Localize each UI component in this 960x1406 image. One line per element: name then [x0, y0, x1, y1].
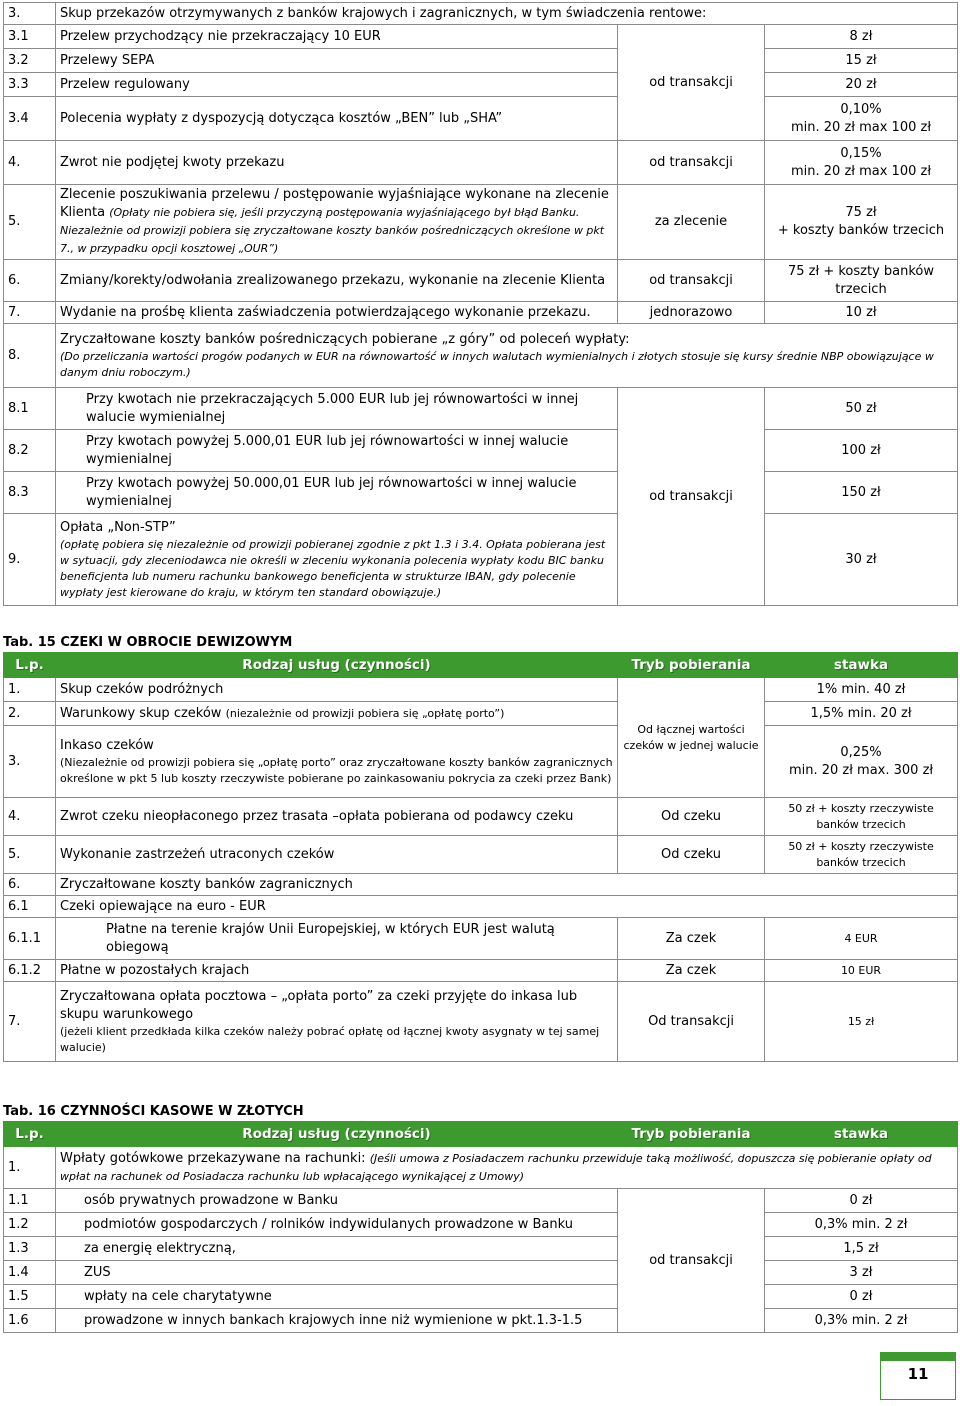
row-number: 1.6 — [4, 1309, 56, 1333]
row-description: Zwrot czeku nieopłaconego przez trasata –opłata pobierana od podawcy czeku — [56, 798, 618, 836]
header-rate: stawka — [765, 1122, 958, 1147]
mode-cell: Od czeku — [618, 836, 765, 874]
table-row — [4, 678, 958, 702]
table-row — [4, 1309, 958, 1333]
header-rate: stawka — [765, 653, 958, 678]
row-description: Przy kwotach powyżej 5.000,01 EUR lub jej równowartości w innej walucie wymienialnej — [56, 430, 618, 472]
table-row — [4, 73, 958, 97]
rate-cell: 150 zł — [765, 472, 958, 514]
table-row — [4, 260, 958, 302]
mode-cell: od transakcji — [618, 141, 765, 185]
row-description: Zryczałtowane koszty banków zagranicznych — [56, 874, 958, 896]
table-row — [4, 302, 958, 324]
table-row — [4, 3, 958, 25]
row-description: Skup czeków podróżnych — [56, 678, 618, 702]
row-description: Przy kwotach powyżej 50.000,01 EUR lub jej równowartości w innej walucie wymienialnej — [56, 472, 618, 514]
mode-cell: Od łącznej wartości czeków w jednej walucie — [618, 678, 765, 798]
rate-cell: 4 EUR — [765, 918, 958, 960]
rate-cell: 0,3% min. 2 zł — [765, 1309, 958, 1333]
row-number: 8. — [4, 324, 56, 388]
mode-cell: Za czek — [618, 918, 765, 960]
table-row — [4, 836, 958, 874]
row-description: Przelewy SEPA — [56, 49, 618, 73]
row-description: Zmiany/korekty/odwołania zrealizowanego przekazu, wykonanie na zlecenie Klienta — [56, 260, 618, 302]
row-description: Czeki opiewające na euro - EUR — [56, 896, 958, 918]
table-row — [4, 918, 958, 960]
row-number: 8.3 — [4, 472, 56, 514]
row-number: 1.3 — [4, 1237, 56, 1261]
rate-cell: 50 zł + koszty rzeczywiste banków trzecich — [765, 836, 958, 874]
rate-cell: 0,25% min. 20 zł max. 300 zł — [765, 726, 958, 798]
page-number-box — [880, 1352, 956, 1400]
row-description: Opłata „Non-STP” (opłatę pobiera się niezależnie od prowizji pobieranej zgodnie z pkt 1.3 i 3.4. Opłata pobierana jest w sytuacji, gdy zleceniodawca nie określi w zleceniu wykonania polecenia wypłaty kodu BIC banku beneficjenta lub numeru rachunku bankowego beneficjenta w strukturze IBAN, gdy polecenie wypłaty jest kierowane do kraju, w którym ten standard obowiązuje.) — [56, 514, 618, 606]
row-number: 5. — [4, 185, 56, 260]
table-row — [4, 141, 958, 185]
row-number: 1.4 — [4, 1261, 56, 1285]
header-lp: L.p. — [4, 653, 56, 678]
rate-cell: 15 zł — [765, 982, 958, 1062]
row-number: 6.1 — [4, 896, 56, 918]
row-number: 1.5 — [4, 1285, 56, 1309]
header-lp: L.p. — [4, 1122, 56, 1147]
row-description: Wydanie na prośbę klienta zaświadczenia potwierdzającego wykonanie przekazu. — [56, 302, 618, 324]
table-row — [4, 874, 958, 896]
mode-cell: Od transakcji — [618, 982, 765, 1062]
rate-cell: 0,3% min. 2 zł — [765, 1213, 958, 1237]
table-row — [4, 472, 958, 514]
row-number: 6.1.1 — [4, 918, 56, 960]
rate-cell: 20 zł — [765, 73, 958, 97]
mode-cell: od transakcji — [618, 1189, 765, 1333]
row-description: Zwrot nie podjętej kwoty przekazu — [56, 141, 618, 185]
table-row — [4, 97, 958, 141]
rate-cell: 75 zł + koszty banków trzecich — [765, 260, 958, 302]
table-row — [4, 1147, 958, 1189]
table-row — [4, 1213, 958, 1237]
row-number: 8.2 — [4, 430, 56, 472]
mode-cell: za zlecenie — [618, 185, 765, 260]
table-row — [4, 982, 958, 1062]
table-row — [4, 324, 958, 388]
cash-operations-table — [3, 1121, 958, 1333]
row-description: Inkaso czeków (Niezależnie od prowizji pobiera się „opłatę porto” oraz zryczałtowane koszty banków zagranicznych określone w pkt 5 lub koszty rzeczywiste pobierane po zainkasowaniu pokrycia za czeki przez Bank) — [56, 726, 618, 798]
rate-cell: 0,10% min. 20 zł max 100 zł — [765, 97, 958, 141]
row-description: podmiotów gospodarczych / rolników indywidulanych prowadzone w Banku — [56, 1213, 618, 1237]
row-description: Polecenia wypłaty z dyspozycją dotycząca kosztów „BEN” lub „SHA” — [56, 97, 618, 141]
mode-cell: od transakcji — [618, 388, 765, 606]
row-number: 4. — [4, 798, 56, 836]
table-row — [4, 1237, 958, 1261]
row-description: Płatne w pozostałych krajach — [56, 960, 618, 982]
table-row — [4, 49, 958, 73]
rate-cell: 8 zł — [765, 25, 958, 49]
table-15-caption: Tab. 15 CZEKI W OBROCIE DEWIZOWYM — [3, 635, 293, 650]
row-number: 3.1 — [4, 25, 56, 49]
page-number: 11 — [907, 1365, 929, 1383]
rate-cell: 0 zł — [765, 1285, 958, 1309]
row-number: 8.1 — [4, 388, 56, 430]
rate-cell: 50 zł — [765, 388, 958, 430]
mode-cell: od transakcji — [618, 25, 765, 141]
table-row — [4, 185, 958, 260]
row-number: 1. — [4, 678, 56, 702]
rate-cell: 10 zł — [765, 302, 958, 324]
row-number: 4. — [4, 141, 56, 185]
rate-cell: 0 zł — [765, 1189, 958, 1213]
header-mode: Tryb pobierania — [618, 653, 765, 678]
row-number: 2. — [4, 702, 56, 726]
cheques-table — [3, 652, 958, 1062]
row-description: Wpłaty gotówkowe przekazywane na rachunki: (Jeśli umowa z Posiadaczem rachunku przewiduje taką możliwość, dopuszcza się pobieranie opłaty od wpłat na rachunek od Posiadacza rachunku lub wpłacającego wynikającej z Umowy) — [56, 1147, 958, 1189]
row-number: 3.4 — [4, 97, 56, 141]
row-number: 7. — [4, 302, 56, 324]
rate-cell: 50 zł + koszty rzeczywiste banków trzecich — [765, 798, 958, 836]
table-row — [4, 1285, 958, 1309]
table-row — [4, 388, 958, 430]
transfer-fees-table — [3, 2, 958, 606]
rate-cell: 1,5% min. 20 zł — [765, 702, 958, 726]
row-number: 6. — [4, 260, 56, 302]
rate-cell: 30 zł — [765, 514, 958, 606]
row-description: Zryczałtowane koszty banków pośredniczących pobierane „z góry” od poleceń wypłaty: (Do przeliczania wartości progów podanych w EUR na równowartość w innych walutach wymienialnych i złotych stosuje się kursy średnie NBP obowiązujące w danym dniu roboczym.) — [56, 324, 958, 388]
rate-cell: 15 zł — [765, 49, 958, 73]
rate-cell: 3 zł — [765, 1261, 958, 1285]
table-row — [4, 25, 958, 49]
rate-cell: 1,5 zł — [765, 1237, 958, 1261]
header-service: Rodzaj usług (czynności) — [56, 1122, 618, 1147]
rate-cell: 75 zł + koszty banków trzecich — [765, 185, 958, 260]
table-row — [4, 1189, 958, 1213]
table-header — [4, 1122, 958, 1147]
header-service: Rodzaj usług (czynności) — [56, 653, 618, 678]
row-description: Przy kwotach nie przekraczających 5.000 EUR lub jej równowartości w innej walucie wymienialnej — [56, 388, 618, 430]
row-description: Przelew regulowany — [56, 73, 618, 97]
mode-cell: Za czek — [618, 960, 765, 982]
rate-cell: 0,15% min. 20 zł max 100 zł — [765, 141, 958, 185]
mode-cell: od transakcji — [618, 260, 765, 302]
table-row — [4, 430, 958, 472]
table-row — [4, 726, 958, 798]
rate-cell: 100 zł — [765, 430, 958, 472]
row-number: 5. — [4, 836, 56, 874]
table-header — [4, 653, 958, 678]
rate-cell: 1% min. 40 zł — [765, 678, 958, 702]
table-16-caption: Tab. 16 CZYNNOŚCI KASOWE W ZŁOTYCH — [3, 1104, 304, 1119]
table-row — [4, 798, 958, 836]
row-number: 3.2 — [4, 49, 56, 73]
row-number: 1.2 — [4, 1213, 56, 1237]
mode-cell: Od czeku — [618, 798, 765, 836]
row-description: Płatne na terenie krajów Unii Europejskiej, w których EUR jest walutą obiegową — [56, 918, 618, 960]
row-description: osób prywatnych prowadzone w Banku — [56, 1189, 618, 1213]
header-mode: Tryb pobierania — [618, 1122, 765, 1147]
row-number: 3.3 — [4, 73, 56, 97]
row-number: 3. — [4, 3, 56, 25]
mode-cell: jednorazowo — [618, 302, 765, 324]
table-row — [4, 514, 958, 606]
row-description: Zryczałtowana opłata pocztowa – „opłata porto” za czeki przyjęte do inkasa lub skupu warunkowego (jeżeli klient przedkłada kilka czeków należy pobrać opłatę od łącznej kwoty asygnaty w tej samej walucie) — [56, 982, 618, 1062]
row-number: 1.1 — [4, 1189, 56, 1213]
row-number: 6. — [4, 874, 56, 896]
table-row — [4, 702, 958, 726]
rate-cell: 10 EUR — [765, 960, 958, 982]
row-number: 3. — [4, 726, 56, 798]
row-number: 1. — [4, 1147, 56, 1189]
page-number-bar — [881, 1353, 955, 1361]
row-description: Wykonanie zastrzeżeń utraconych czeków — [56, 836, 618, 874]
row-description: Warunkowy skup czeków (niezależnie od prowizji pobiera się „opłatę porto”) — [56, 702, 618, 726]
table-row — [4, 960, 958, 982]
row-description: za energię elektryczną, — [56, 1237, 618, 1261]
table-row — [4, 896, 958, 918]
row-description: Skup przekazów otrzymywanych z banków krajowych i zagranicznych, w tym świadczenia rentowe: — [56, 3, 958, 25]
row-description: ZUS — [56, 1261, 618, 1285]
row-description: Zlecenie poszukiwania przelewu / postępowanie wyjaśniające wykonane na zlecenie Klienta (Opłaty nie pobiera się, jeśli przyczyną postępowania wyjaśniającego był błąd Banku. Niezależnie od prowizji pobiera się zryczałtowane koszty banków pośredniczących określone w pkt 7., w przypadku opcji kosztowej „OUR”) — [56, 185, 618, 260]
row-description: wpłaty na cele charytatywne — [56, 1285, 618, 1309]
row-number: 9. — [4, 514, 56, 606]
row-description: prowadzone w innych bankach krajowych inne niż wymienione w pkt.1.3-1.5 — [56, 1309, 618, 1333]
row-description: Przelew przychodzący nie przekraczający 10 EUR — [56, 25, 618, 49]
row-number: 7. — [4, 982, 56, 1062]
row-number: 6.1.2 — [4, 960, 56, 982]
table-row — [4, 1261, 958, 1285]
